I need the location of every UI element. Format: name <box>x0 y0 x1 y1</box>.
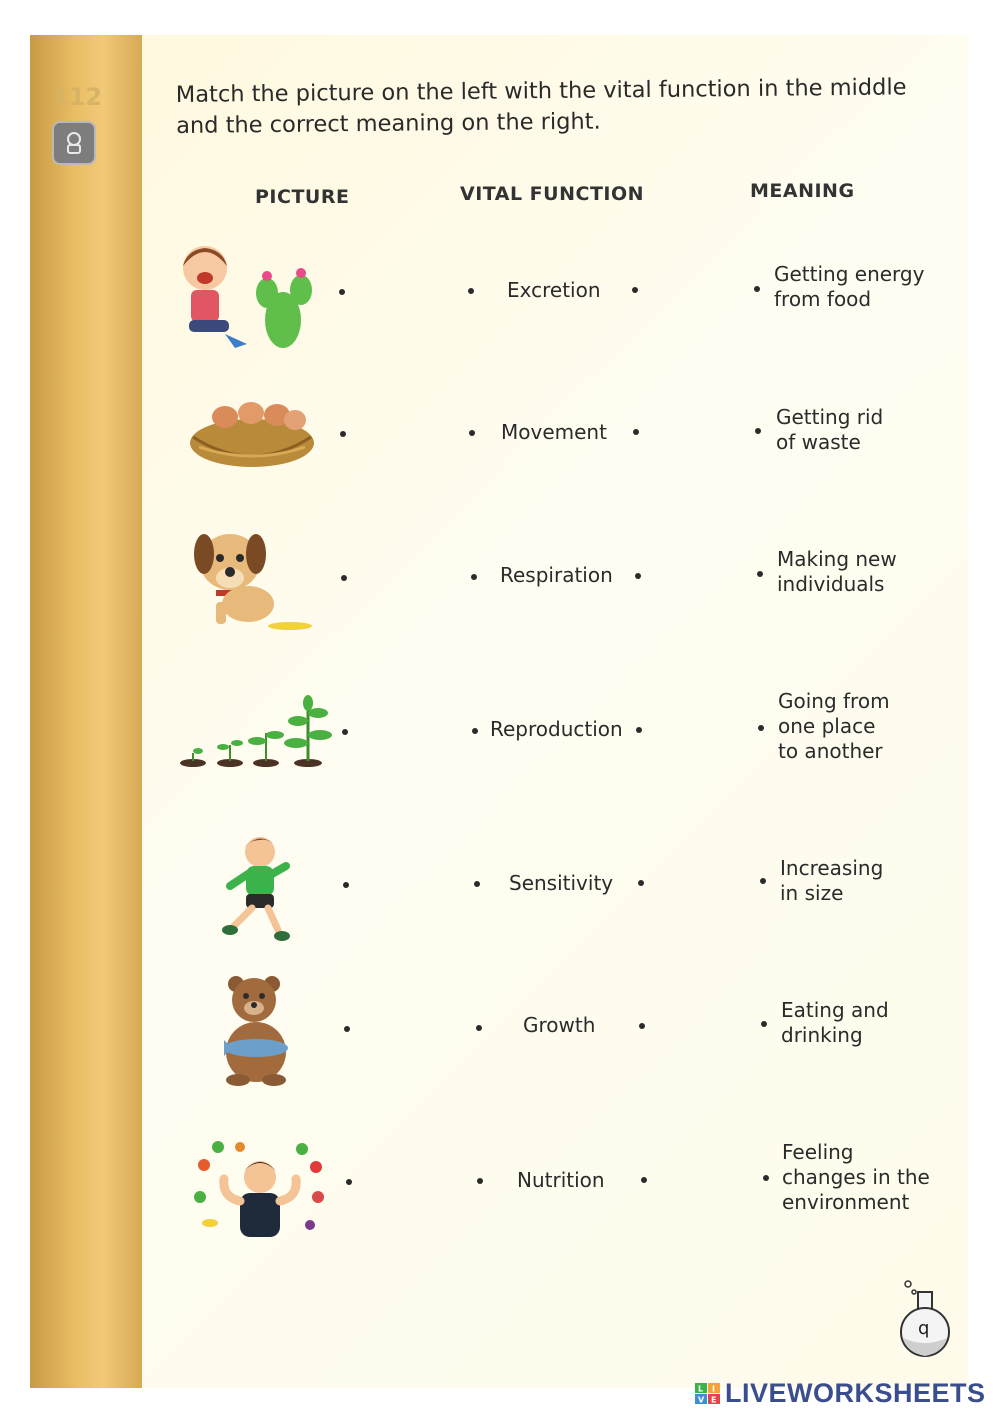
function-label: Nutrition <box>517 1168 605 1192</box>
page-sidebar <box>30 35 142 1388</box>
seedlings-picture <box>178 695 338 774</box>
flask-icon <box>896 1278 956 1364</box>
meaning-label: Going from one place to another <box>778 689 890 763</box>
function-dot-right[interactable] <box>632 287 638 293</box>
meaning-label: Getting rid of waste <box>776 405 884 454</box>
function-dot-left[interactable] <box>469 430 475 436</box>
function-dot-right[interactable] <box>639 1023 645 1029</box>
picture-dot[interactable] <box>344 1026 350 1032</box>
function-dot-right[interactable] <box>636 727 642 733</box>
svg-text:L: L <box>698 1384 704 1393</box>
meaning-dot[interactable] <box>757 571 763 577</box>
meaning-dot[interactable] <box>758 725 764 731</box>
picture-dot[interactable] <box>340 431 346 437</box>
page-number: 112 <box>52 83 103 111</box>
dog-picture <box>190 520 315 639</box>
meaning-dot[interactable] <box>760 878 766 884</box>
picture-dot[interactable] <box>341 575 347 581</box>
meaning-dot[interactable] <box>761 1021 767 1027</box>
meaning-label: Increasing in size <box>780 856 884 905</box>
header-meaning: MEANING <box>750 180 855 202</box>
function-dot-right[interactable] <box>633 429 639 435</box>
meaning-dot[interactable] <box>763 1175 769 1181</box>
function-label: Growth <box>523 1013 596 1037</box>
meaning-label: Eating and drinking <box>781 998 889 1047</box>
instruction-text: Match the picture on the left with the vital function in the middle and the correct meaning on the right. <box>175 74 907 139</box>
function-label: Excretion <box>507 278 601 302</box>
function-dot-right[interactable] <box>641 1177 647 1183</box>
function-dot-right[interactable] <box>635 573 641 579</box>
boy-running-picture <box>220 830 295 949</box>
picture-dot[interactable] <box>343 882 349 888</box>
picture-dot[interactable] <box>346 1179 352 1185</box>
picture-dot[interactable] <box>339 289 345 295</box>
function-dot-right[interactable] <box>638 880 644 886</box>
svg-text:V: V <box>698 1395 705 1404</box>
function-dot-left[interactable] <box>471 574 477 580</box>
liveworksheets-badge-icon <box>695 1383 721 1405</box>
picture-dot[interactable] <box>342 729 348 735</box>
svg-text:I: I <box>712 1384 715 1393</box>
function-dot-left[interactable] <box>476 1025 482 1031</box>
function-dot-left[interactable] <box>468 288 474 294</box>
man-food-picture <box>190 1135 330 1249</box>
function-label: Movement <box>501 420 607 444</box>
meaning-dot[interactable] <box>754 286 760 292</box>
bear-fish-picture <box>222 972 297 1091</box>
header-picture: PICTURE <box>255 186 350 208</box>
function-dot-left[interactable] <box>472 728 478 734</box>
audio-icon <box>52 121 96 165</box>
eggs-nest-picture <box>185 395 320 479</box>
footer-page-number: q <box>918 1318 930 1339</box>
meaning-label: Feeling changes in the environment <box>782 1140 930 1214</box>
liveworksheets-brand: LIVEWORKSHEETS <box>725 1378 986 1408</box>
liveworksheets-logo[interactable] <box>695 1378 986 1409</box>
function-dot-left[interactable] <box>477 1178 483 1184</box>
function-dot-left[interactable] <box>474 881 480 887</box>
function-label: Sensitivity <box>509 871 614 895</box>
function-label: Reproduction <box>490 717 623 741</box>
function-label: Respiration <box>500 563 613 587</box>
meaning-dot[interactable] <box>755 428 761 434</box>
header-vital-function: VITAL FUNCTION <box>460 183 645 205</box>
svg-text:E: E <box>711 1395 717 1404</box>
meaning-label: Making new individuals <box>777 547 897 596</box>
girl-cactus-picture <box>175 238 335 357</box>
meaning-label: Getting energy from food <box>774 262 925 311</box>
